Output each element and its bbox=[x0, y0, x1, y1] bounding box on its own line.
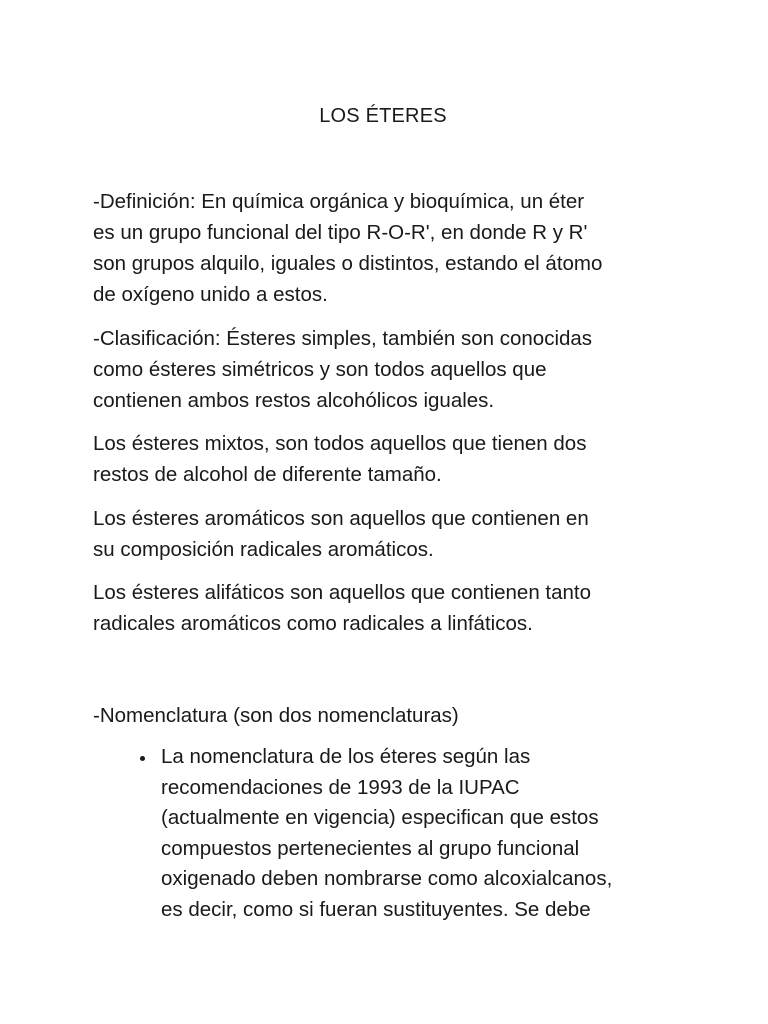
aromatic-esters-paragraph bbox=[93, 503, 693, 565]
text-line: Los ésteres mixtos, son todos aquellos que tienen dos bbox=[93, 432, 587, 455]
text-line: es un grupo funcional del tipo R-O-R', en donde R y R' bbox=[93, 221, 588, 244]
text-line: -Definición: En química orgánica y bioquímica, un éter bbox=[93, 190, 585, 213]
text-line: es decir, como si fueran sustituyentes. Se debe bbox=[161, 897, 591, 921]
text-line: compuestos pertenecientes al grupo funcional bbox=[161, 836, 580, 860]
bullet-icon bbox=[140, 756, 145, 761]
text-line: son grupos alquilo, iguales o distintos, estando el átomo bbox=[93, 252, 603, 275]
definition-paragraph bbox=[93, 186, 693, 310]
nomenclature-heading bbox=[93, 700, 693, 731]
text-line: radicales aromáticos como radicales a linfáticos. bbox=[93, 612, 533, 635]
aliphatic-esters-paragraph bbox=[93, 577, 693, 639]
text-line: contienen ambos restos alcohólicos iguales. bbox=[93, 389, 495, 412]
list-item bbox=[140, 742, 700, 925]
text-line: como ésteres simétricos y son todos aquellos que bbox=[93, 358, 547, 381]
nomenclature-list bbox=[140, 742, 700, 925]
text-line: -Clasificación: Ésteres simples, también son conocidas bbox=[93, 327, 593, 350]
document-title: LOS ÉTERES bbox=[319, 105, 447, 127]
text-line: restos de alcohol de diferente tamaño. bbox=[93, 463, 442, 486]
text-line: recomendaciones de 1993 de la IUPAC bbox=[161, 775, 520, 799]
text-line: La nomenclatura de los éteres según las bbox=[161, 745, 531, 768]
text-line: Los ésteres aromáticos son aquellos que contienen en bbox=[93, 507, 589, 530]
text-line: -Nomenclatura (son dos nomenclaturas) bbox=[93, 704, 459, 727]
text-line: Los ésteres alifáticos son aquellos que contienen tanto bbox=[93, 581, 592, 604]
mixed-esters-paragraph bbox=[93, 428, 693, 490]
text-line: oxigenado deben nombrarse como alcoxialcanos, bbox=[161, 867, 613, 890]
classification-paragraph bbox=[93, 323, 693, 416]
text-line: (actualmente en vigencia) especifican que estos bbox=[161, 806, 599, 829]
text-line: de oxígeno unido a estos. bbox=[93, 283, 328, 306]
text-line: su composición radicales aromáticos. bbox=[93, 538, 434, 561]
